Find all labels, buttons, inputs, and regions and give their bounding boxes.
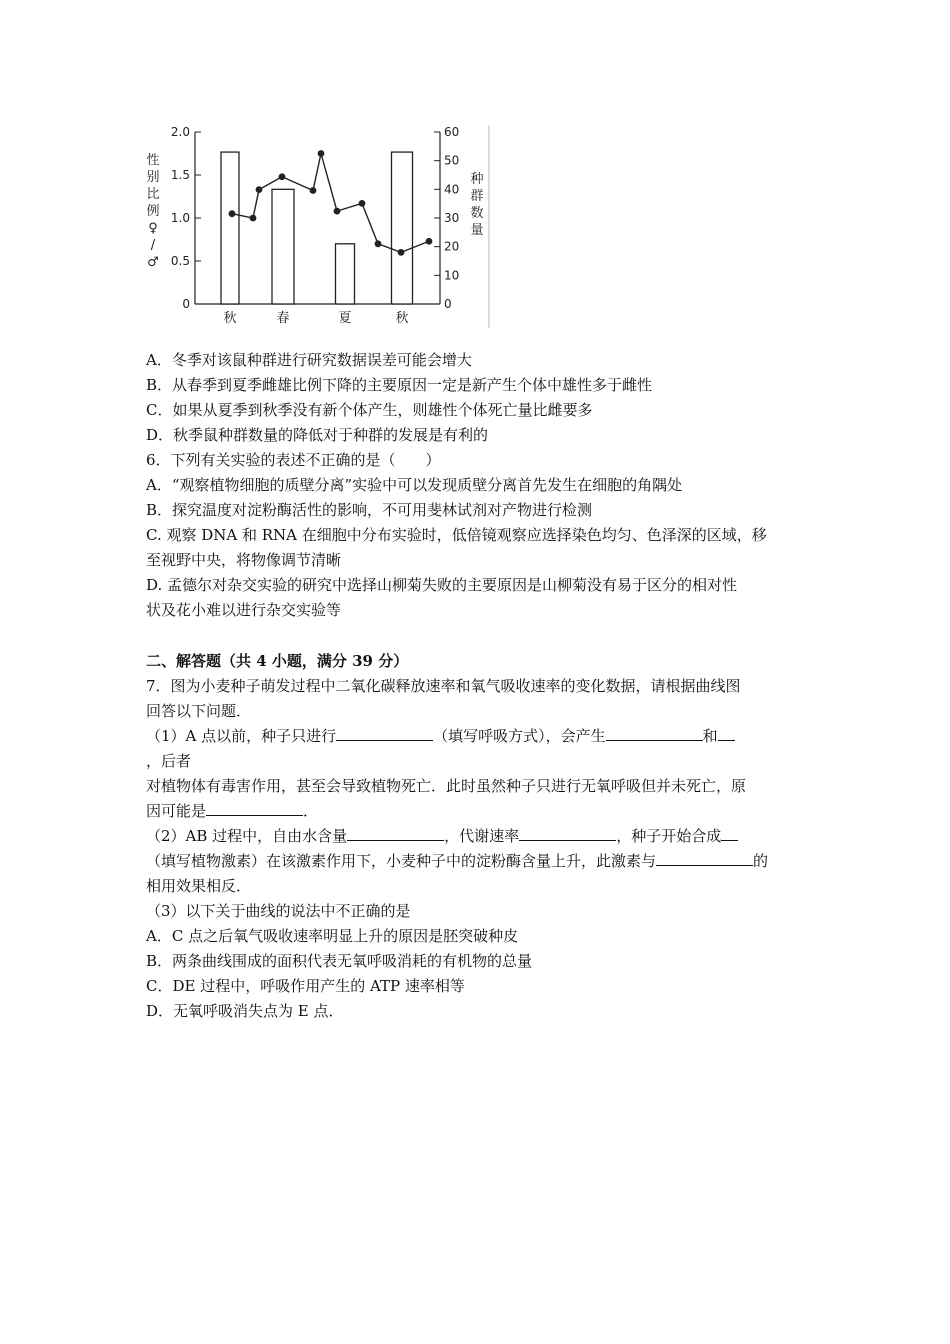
left-axis-label-char: 别: [146, 170, 160, 185]
q6-option-c-line1: C. 观察 DNA 和 RNA 在细胞中分布实验时，低倍镜观察应选择染色均匀、色泽深的区域，移: [146, 526, 767, 544]
sex-ratio-point: [426, 238, 433, 245]
right-tick-label: 0: [444, 297, 452, 311]
right-tick-label: 40: [444, 182, 460, 197]
q5-option-d: D．秋季鼠种群数量的降低对于种群的发展是有利的: [146, 426, 489, 444]
sex-ratio-population-chart: [140, 120, 500, 330]
q7-part1-text-g: ．: [303, 802, 319, 820]
q6-option-b: B．探究温度对淀粉酶活性的影响，不可用斐林试剂对产物进行检测: [146, 501, 593, 519]
q7-part2-line3: 相用效果相反．: [146, 877, 252, 895]
q7-part1-text-f: 因可能是: [146, 802, 207, 820]
answer-blank-reason[interactable]: [206, 801, 303, 816]
sex-ratio-point: [334, 208, 341, 215]
left-tick-label: 0: [182, 297, 190, 311]
sex-ratio-point: [359, 200, 366, 207]
q7-part2-line2: [146, 851, 768, 871]
answer-blank-free-water[interactable]: [347, 826, 444, 841]
sex-ratio-point: [279, 173, 286, 180]
population-bar: [392, 152, 413, 304]
left-tick-label: 0.5: [170, 254, 190, 268]
q5-option-c: C．如果从夏季到秋季没有新个体产生，则雄性个体死亡量比雌要多: [146, 401, 593, 419]
right-axis-label-char: 群: [470, 189, 484, 204]
right-tick-label: 60: [444, 125, 460, 139]
q6-stem: 6．下列有关实验的表述不正确的是（ ）: [146, 451, 441, 469]
q7-part1-text-a: （1）A 点以前，种子只进行: [146, 727, 337, 745]
right-axis-label-char: 数: [470, 206, 484, 221]
answer-blank-metabolism[interactable]: [519, 826, 616, 841]
right-axis-label-char: 量: [470, 223, 484, 238]
q7-part2-text-b: ，代谢速率: [444, 827, 520, 845]
left-axis-ticks: [171, 125, 201, 311]
right-axis-ticks: [434, 125, 459, 311]
q7-stem-line2: 回答以下问题．: [146, 702, 252, 720]
x-axis-label: 夏: [338, 311, 352, 326]
sex-ratio-point: [256, 186, 263, 193]
q7-part1-line4: [146, 801, 318, 821]
sex-ratio-point: [250, 215, 257, 222]
x-axis-label: 秋: [223, 311, 237, 326]
q7-part2-line1: [146, 826, 738, 846]
x-axis-label: 秋: [395, 311, 409, 326]
left-axis-label-char: /: [150, 238, 156, 253]
left-axis-label-char: ♂: [147, 255, 159, 270]
sex-ratio-point: [310, 187, 317, 194]
answer-blank-respiration[interactable]: [336, 726, 433, 741]
left-tick-label: 1.0: [170, 211, 190, 225]
right-tick-label: 10: [444, 268, 460, 283]
right-axis-label: [470, 172, 483, 238]
right-tick-label: 30: [444, 211, 460, 225]
q6-option-c-line2: 至视野中央，将物像调节清晰: [146, 551, 342, 569]
population-bar: [336, 244, 355, 304]
x-axis-labels: [223, 310, 408, 326]
q7-part1-line3: 对植物体有毒害作用，甚至会导致植物死亡．此时虽然种子只进行无氧呼吸但并未死亡，原: [146, 777, 747, 795]
q7-part1-text-c: 和: [702, 727, 718, 745]
q7-part1-text-b: （填写呼吸方式），会产生: [433, 727, 606, 745]
q7-option-b: B．两条曲线围成的面积代表无氧呼吸消耗的有机物的总量: [146, 952, 533, 970]
q6-option-d-line1: D. 孟德尔对杂交实验的研究中选择山柳菊失败的主要原因是山柳菊没有易于区分的相对性: [146, 576, 738, 594]
x-axis-label: 春: [276, 311, 290, 326]
q7-part1-line1: [146, 726, 735, 746]
answer-blank-antagonist[interactable]: [656, 851, 753, 866]
sex-ratio-point: [229, 210, 236, 217]
q7-part1-line2: ，后者: [146, 752, 192, 770]
left-tick-label: 2.0: [170, 125, 190, 139]
right-tick-label: 20: [444, 239, 460, 254]
sex-ratio-point: [398, 249, 405, 256]
q7-part3-stem: （3）以下关于曲线的说法中不正确的是: [146, 902, 411, 920]
q7-part2-text-d: （填写植物激素）在该激素作用下，小麦种子中的淀粉酶含量上升，此激素与: [146, 852, 657, 870]
right-axis-label-char: 种: [470, 172, 484, 187]
left-axis-label-char: 性: [146, 153, 160, 168]
q7-option-d: D．无氧呼吸消失点为 E 点．: [146, 1002, 344, 1020]
q7-part2-text-e: 的: [753, 852, 769, 870]
left-axis-label-char: 比: [146, 187, 160, 202]
left-tick-label: 1.5: [170, 168, 190, 182]
section-heading: 二、解答题（共 4 小题，满分 39 分）: [146, 652, 409, 670]
answer-blank-product1[interactable]: [606, 726, 703, 741]
q7-part2-text-c: ，种子开始合成: [616, 827, 722, 845]
population-bar: [221, 152, 239, 304]
q6-option-a: A．“观察植物细胞的质壁分离”实验中可以发现质壁分离首先发生在细胞的角隅处: [146, 476, 683, 494]
q6-option-d-line2: 状及花小难以进行杂交实验等: [146, 601, 342, 619]
q7-option-a: A．C 点之后氧气吸收速率明显上升的原因是胚突破种皮: [146, 927, 519, 945]
answer-blank-product2[interactable]: [718, 726, 735, 741]
q5-option-a: A．冬季对该鼠种群进行研究数据误差可能会增大: [146, 351, 472, 369]
left-axis-label-char: ♀: [148, 221, 158, 236]
right-tick-label: 50: [444, 153, 460, 168]
q5-option-b: B．从春季到夏季雌雄比例下降的主要原因一定是新产生个体中雄性多于雌性: [146, 376, 653, 394]
sex-ratio-point: [375, 240, 382, 247]
q7-stem-line1: 7．图为小麦种子萌发过程中二氧化碳释放速率和氧气吸收速率的变化数据，请根据曲线图: [146, 677, 741, 695]
left-axis-label: [146, 152, 159, 270]
answer-blank-hormone[interactable]: [721, 826, 738, 841]
q7-option-c: C．DE 过程中，呼吸作用产生的 ATP 速率相等: [146, 977, 465, 995]
sex-ratio-point: [318, 150, 325, 157]
q7-part2-text-a: （2）AB 过程中，自由水含量: [146, 827, 348, 845]
population-bar: [272, 189, 294, 304]
left-axis-label-char: 例: [146, 204, 160, 219]
